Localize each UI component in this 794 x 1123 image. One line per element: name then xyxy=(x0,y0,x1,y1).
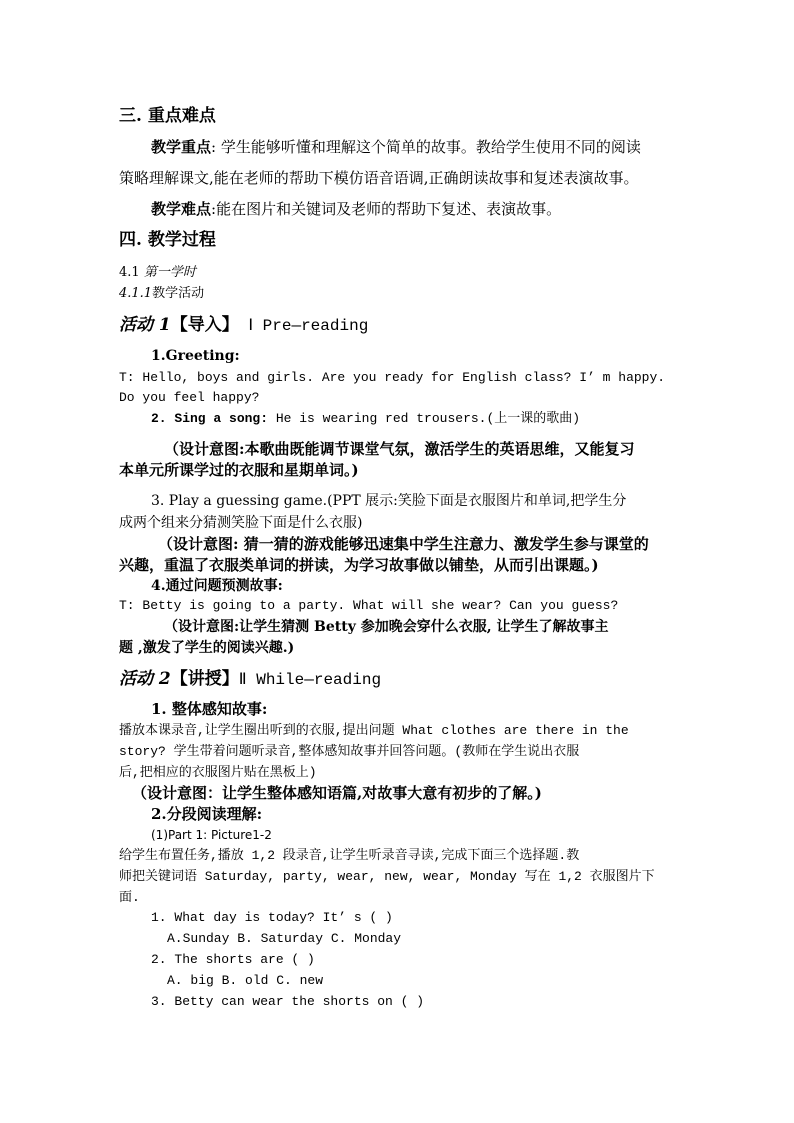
subsection-4-1 xyxy=(119,266,196,279)
guessing-game-line-2: 成两个组来分猜测笑脸下面是什么衣服) xyxy=(119,515,363,531)
whole-story-line-1: 播放本课录音,让学生圈出听到的衣服,提出问题 What clothes are there in the xyxy=(119,723,629,738)
whole-story-line-2: story? 学生带着问题听录音,整体感知故事并回答问题。(教师在学生说出衣服 xyxy=(119,744,580,759)
guessing-game-line-1 xyxy=(151,494,626,508)
activity-1-label: 活动 1 xyxy=(119,315,171,335)
teaching-difficulty-line xyxy=(151,202,561,217)
game-intent-line-2: 兴趣，重温了衣服类单词的拼读，为学习故事做以铺垫，从而引出课题。) xyxy=(119,556,599,574)
question-3: 3. Betty can wear the shorts on ( ) xyxy=(151,994,425,1009)
activity-2-title xyxy=(119,671,381,688)
sing-song-line xyxy=(151,412,580,425)
question-1: 1. What day is today? It’ s ( ) xyxy=(151,910,393,925)
subsection-4-1-1-title: 教学活动 xyxy=(152,286,205,301)
whole-story-intent: （设计意图：让学生整体感知语篇,对故事大意有初步的了解。) xyxy=(132,784,542,802)
section-4-heading: 四. 教学过程 xyxy=(119,230,216,250)
activity-2-phase: Ⅱ While—reading xyxy=(238,671,382,689)
guessing-game-label: 3. Play a guessing game. xyxy=(151,493,328,509)
part-1-title: (1)Part 1: Picture1-2 xyxy=(151,828,272,842)
part-1-line-1: 给学生布置任务,播放 1,2 段录音,让学生听录音寻读,完成下面三个选择题.教 xyxy=(119,848,580,863)
activity-2-type: 【讲授】 xyxy=(170,669,239,689)
question-1-options: A.Sunday B. Saturday C. Monday xyxy=(167,931,402,946)
guessing-game-text: (PPT 展示:笑脸下面是衣服图片和单词,把学生分 xyxy=(327,493,627,509)
predict-story-text: T: Betty is going to a party. What will she wear? Can you guess? xyxy=(119,598,619,613)
sing-song-text: He is wearing red trousers.(上一课的歌曲) xyxy=(268,411,581,426)
whole-story-label: 1. 整体感知故事: xyxy=(151,700,268,718)
predict-story-label: 4.通过问题预测故事: xyxy=(151,578,283,594)
subsection-4-1-title: 第一学时 xyxy=(143,265,196,280)
teaching-difficulty-text: :能在图片和关键词及老师的帮助下复述、表演故事。 xyxy=(211,200,562,218)
subsection-4-1-1 xyxy=(119,287,204,300)
part-1-line-3: 面. xyxy=(119,890,140,905)
activity-1-phase: Ⅰ Pre—reading xyxy=(238,317,369,335)
activity-1-title xyxy=(119,317,368,334)
question-2-options: A. big B. old C. new xyxy=(167,973,324,988)
greeting-line-2: Do you feel happy? xyxy=(119,390,260,405)
subsection-4-1-1-number: 4.1.1 xyxy=(119,286,153,301)
sing-song-label: 2. Sing a song: xyxy=(151,411,269,426)
question-2: 2. The shorts are ( ) xyxy=(151,952,315,967)
teaching-focus-text: : 学生能够听懂和理解这个简单的故事。教给学生使用不同的阅读 xyxy=(211,138,641,156)
whole-story-line-3: 后,把相应的衣服图片贴在黑板上) xyxy=(119,765,317,780)
part-1-line-2: 师把关键词语 Saturday, party, wear, new, wear, Monday 写在 1,2 衣服图片下 xyxy=(119,869,655,884)
section-3-heading: 三. 重点难点 xyxy=(119,106,216,126)
game-intent-line-1: （设计意图: 猜一猜的游戏能够迅速集中学生注意力、激发学生参与课堂的 xyxy=(158,535,649,553)
greeting-label: 1.Greeting: xyxy=(151,348,240,364)
greeting-line-1: T: Hello, boys and girls. Are you ready for English class? I’ m happy. xyxy=(119,370,666,385)
part-reading-label: 2.分段阅读理解: xyxy=(151,805,263,823)
activity-1-type: 【导入】 xyxy=(170,315,239,335)
teaching-focus-line-1 xyxy=(151,140,641,155)
activity-2-label: 活动 2 xyxy=(119,669,171,689)
subsection-4-1-number: 4.1 xyxy=(119,265,144,280)
predict-intent-line-1: （设计意图:让学生猜测 Betty 参加晚会穿什么衣服, 让学生了解故事主 xyxy=(164,619,609,635)
song-intent-line-2: 本单元所课学过的衣服和星期单词。) xyxy=(119,461,359,479)
teaching-focus-line-2: 策略理解课文,能在老师的帮助下模仿语音语调,正确朗读故事和复述表演故事。 xyxy=(119,169,639,187)
predict-intent-line-2: 题 ,激发了学生的阅读兴趣.) xyxy=(119,640,295,656)
teaching-difficulty-label: 教学难点 xyxy=(151,200,212,218)
song-intent-line-1: （设计意图:本歌曲既能调节课堂气氛，激活学生的英语思维，又能复习 xyxy=(164,440,635,458)
teaching-focus-label: 教学重点 xyxy=(151,138,212,156)
